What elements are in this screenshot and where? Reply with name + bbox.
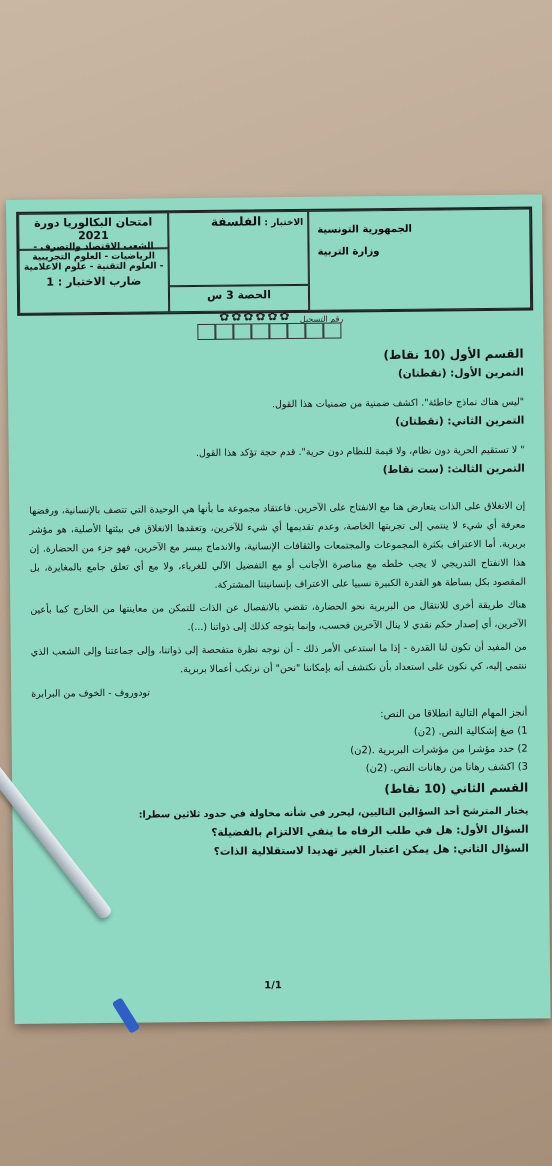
passage-p2: هناك طريقة أخرى للانتقال من البربرية نحو الحضارة، تقضي بالانفصال عن الذات للتمكن من معاينتها من الخارج كما بأعين الآخرين، أي إصدار حكم نقدي لا ينال الآخرين فحسب، وإنما يتوجه كذلك إلى ذواتنا (...). xyxy=(30,599,527,634)
subject-cell xyxy=(168,211,309,286)
sections-line1: الشعب الاقتصاد والتصرف - الرياضيات - العلوم التجريبية xyxy=(32,241,155,263)
ex2-text: " لا تستقيم الحرية دون نظام، ولا قيمة للنظام دون حرية". قدم حجة تؤكد هذا القول. xyxy=(195,444,525,460)
subject: الفلسفة xyxy=(210,214,262,229)
part2-instruction: يختار المترشح أحد السؤالين التاليين، ليحرر في شأنه محاولة في حدود ثلاثين سطرا: xyxy=(138,805,529,821)
source: تودوروف - الخوف من البرابرة xyxy=(31,687,151,700)
ministry: وزارة التربية xyxy=(317,246,380,258)
registration-label: رقم التسجيل xyxy=(299,314,344,324)
part1-title: القسم الأول (10 نقاط) xyxy=(383,346,524,363)
part2-title: القسم الثاني (10 نقاط) xyxy=(384,780,529,797)
question-2: السؤال الثاني: هل يمكن اعتبار الغير تهديدا لاستقلالية الذات؟ xyxy=(213,842,529,858)
republic: الجمهورية التونسية xyxy=(317,223,413,236)
ministry-cell xyxy=(308,209,531,311)
tasks xyxy=(31,705,528,782)
passage-p1: إن الانغلاق على الذات يتعارض هنا مع الانفتاح على الآخرين. فاعتقاد مجموعة ما بأنها هي الوحيدة التي تتصف بالإنسانية، ورفضها معرفة أي شيء لا ينتمي إلى تجربتها الخاصة، وعدم تقديمها أي شيء للآخرين، وتعقدها الانغلاق في بيئتها الأصلية، هو مؤشر بربرية. أما الاعتراف بكثرة المجموعات والمجتمعات والثقافات الإنسانية، والاندماج بيسر مع الآخرين، فهو جزء من الحضارة. إن هذا الانفتاح التدريجي لا يجب خلطه مع مناصرة الأجانب أو مع التفضيل الآلي للغرباء، ولا مع أي تعلق جامع بالمغايرة، بل المقصود بكل بساطة هو القدرة الكبيرة نسبيا على الاعتراف بإنسانيتنا المشتركة. xyxy=(29,500,527,591)
task-item: 1) صغ إشكالية النص. (2ن) xyxy=(413,725,528,738)
ex1-title: التمرين الأول: (نقطتان) xyxy=(397,366,524,380)
exam-title: امتحان البكالوريا دورة 2021 xyxy=(34,215,153,243)
task-item: 2) حدد مؤشرا من مؤشرات البربرية .(2ن) xyxy=(350,743,528,757)
sections-line2: - العلوم التقنية - علوم الاعلامية xyxy=(23,261,164,273)
ex1-text: "ليس هناك نماذج خاطئة". اكشف ضمنية من ضمنيات هذا القول. xyxy=(271,396,525,411)
ex3-title: التمرين الثالث: (ست نقاط) xyxy=(382,462,525,477)
tasks-intro: أنجز المهام التالية انطلاقا من النص: xyxy=(380,707,528,721)
sections-cell xyxy=(18,212,168,273)
subject-label: الاختبار : xyxy=(264,217,304,229)
registration-boxes[interactable] xyxy=(197,322,341,340)
page-number: 1/1 xyxy=(264,980,282,992)
duration: الحصة 3 س xyxy=(169,285,309,312)
question-1: السؤال الأول: هل في طلب الرفاه ما ينفي الالتزام بالفضيلة؟ xyxy=(211,823,529,839)
task-item: 3) اكشف رهانا من رهانات النص. (2ن) xyxy=(365,761,529,775)
stars-decoration: ✿✿✿✿✿✿ xyxy=(219,309,292,324)
coefficient: ضارب الاختبار : 1 xyxy=(19,248,170,314)
ex2-title: التمرين الثاني: (نقطتان) xyxy=(395,414,525,428)
exam-header xyxy=(16,206,533,315)
passage-p3: من المفيد أن تكون لنا القدرة - إذا ما استدعى الأمر ذلك - أن نوجه نظرة متفحصة إلى ذواتنا، وإلى جماعتنا وإلى الشعب الذي ننتمي إليه، كي نكون على استعداد بأن نكتشف أنه بإمكاننا "نحن" أن نرتكب أعمالا بربرية. xyxy=(30,641,527,676)
part1-block xyxy=(28,345,529,864)
